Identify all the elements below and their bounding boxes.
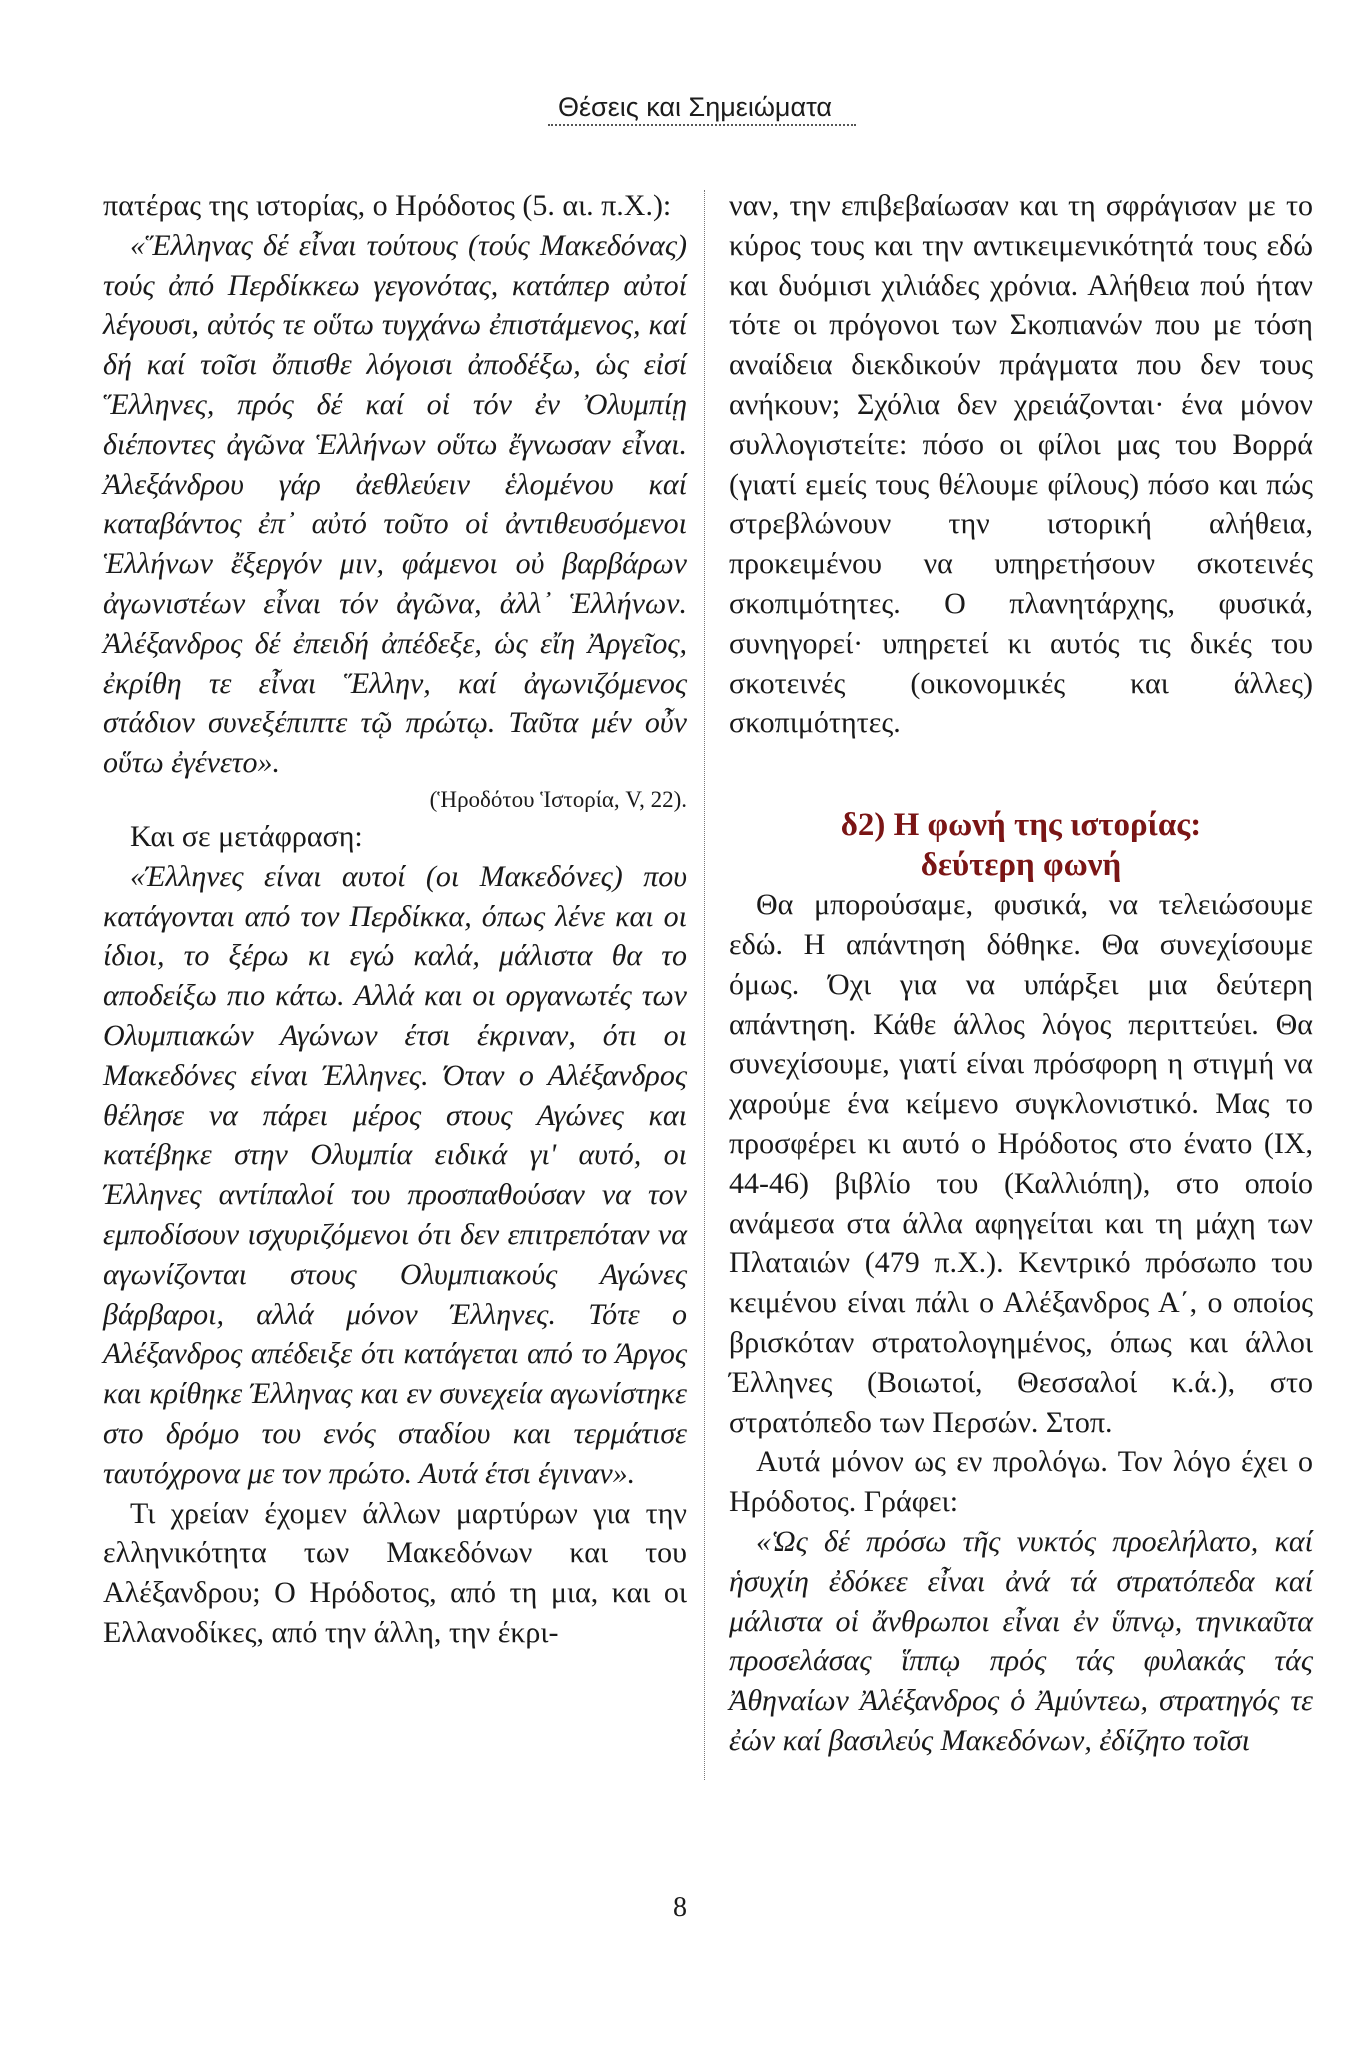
running-header: Θέσεις και Σημειώματα [558,92,832,122]
section-heading-line-2: δεύτερη φωνή [920,847,1122,884]
translation-intro: Και σε μετάφραση: [130,819,363,853]
column-divider [704,190,705,1780]
continuation-paragraph: ναν, την επιβεβαίωσαν και τη σφράγισαν με το κύρος τους και την αντικειμενικότητά τους εδώ και δυόμισι χιλιάδες χρόνια. Αλήθεια πού ήταν τότε οι πρόγονοι των Σκοπιανών που με τόση αναίδεια διεκδικούν πράγματα που δεν τους ανήκουν; Σχόλια δεν χρειάζονται· ένα μόνον συλλογιστείτε: πόσο οι φίλοι μας του Βορρά (γιατί εμείς τους θέλουμε φίλους) πόσο και πώς στρεβλώνουν την ιστορική αλήθεια, προκειμένου να υπηρετήσουν σκοτεινές σκοπιμότητες. Ο πλανητάρχης, φυσικά, συνηγορεί· υπηρετεί κι αυτός τις δικές του σκοτεινές (οικονομικές και άλλες) σκοπιμότητες. [729,189,1313,740]
herodotus-quote-1: «Ἕλληνας δέ εἶναι τούτους (τούς Μακεδόνας) τούς ἀπό Περδίκκεω γεγονότας, κατάπερ αὐτοί λέγουσι, αὐτός τε οὕτω τυγχάνω ἐπιστάμενος, καί δή καί τοῖσι ὄπισθε λόγοισι ἀποδέξω, ὡς εἰσί Ἕλληνες, πρός δέ καί οἱ τόν ἐν Ὀλυμπίῃ διέποντες ἀγῶνα Ἑλλήνων οὕτω ἔγνωσαν εἶναι. Ἀλεξάνδρου γάρ ἀεθλεύειν ἑλομένου καί καταβάντος ἐπ᾽ αὐτό τοῦτο οἱ ἀντιθευσόμενοι Ἑλλήνων ἔξεργόν μιν, φάμενοι οὐ βαρβάρων ἀγωνιστέων εἶναι τόν ἀγῶνα, ἀλλ᾽ Ἑλλήνων. Ἀλέξανδρος δέ ἐπειδή ἀπέδεξε, ὡς εἴη Ἀργεῖος, ἐκρίθη τε εἶναι Ἕλλην, καί ἀγωνιζόμενος στάδιον συνεξέπιπτε τῷ πρώτῳ. Ταῦτα μέν οὖν οὕτω ἐγένετο». [103,228,687,780]
section-heading-line-1: δ2) Η φωνή της ιστορίας: [840,807,1202,844]
herodotus-quote-2: «Ὡς δέ πρόσω τῆς νυκτός προελήλατο, καί ἡσυχίη ἐδόκεε εἶναι ἀνά τά στρατόπεδα καί μάλιστα οἱ ἄνθρωποι εἶναι ἐν ὕπνῳ, τηνικαῦτα προσελάσας ἵππῳ πρός τάς φυλακάς τάς Ἀθηναίων Ἀλέξανδρος ὁ Ἀμύντεω, στρατηγός τε ἐών καί βασιλεύς Μακεδόνων, ἐδίζητο τοῖσι [729,1524,1313,1757]
body-paragraph: Θα μπορούσαμε, φυσικά, να τελειώσουμε εδώ. Η απάντηση δόθηκε. Θα συνεχίσουμε όμως. Όχι για να υπάρξει μια δεύτερη απάντηση. Κάθε άλλος λόγος περιττεύει. Θα συνεχίσουμε, γιατί είναι πρόσφορη η στιγμή να χαρούμε ένα κείμενο συγκλονιστικό. Μας το προσφέρει κι αυτό ο Ηρόδοτος στο ένατο (IX, 44-46) βιβλίο του (Καλλιόπη), στο οποίο ανάμεσα στα άλλα αφηγείται και τη μάχη των Πλαταιών (479 π.Χ.). Κεντρικό πρόσωπο του κειμένου είναι πάλι ο Αλέξανδρος Α΄, ο οποίος βρισκόταν στρατολογημένος, όπως και άλλοι Έλληνες (Βοιωτοί, Θεσσαλοί κ.ά.), στο στρατόπεδο των Περσών. Στοπ. [729,888,1313,1439]
header-rule [548,124,856,126]
intro-paragraph: πατέρας της ιστορίας, ο Ηρόδοτος (5. αι. π.Χ.): [103,189,672,222]
right-column [729,186,1313,1761]
prologue-paragraph: Αυτά μόνον ως εν προλόγω. Τον λόγο έχει ο Ηρόδοτος. Γράφει: [729,1445,1313,1519]
closing-paragraph: Τι χρείαν έχομεν άλλων μαρτύρων για την ελληνικότητα των Μακεδόνων και του Αλέξανδρου; Ο Ηρόδοτος, από τη μια, και οι Ελλανοδίκες, από την άλλη, την έκρι- [103,1496,687,1649]
translation-paragraph: «Έλληνες είναι αυτοί (οι Μακεδόνες) που κατάγονται από τον Περδίκκα, όπως λένε και οι ίδιοι, το ξέρω κι εγώ καλά, μάλιστα θα το αποδείξω πιο κάτω. Αλλά και οι οργανωτές των Ολυμπιακών Αγώνων έτσι έκριναν, ότι οι Μακεδόνες είναι Έλληνες. Όταν ο Αλέξανδρος θέλησε να πάρει μέρος στους Αγώνες και κατέβηκε στην Ολυμπία ειδικά γι' αυτό, οι Έλληνες αντίπαλοί του προσπαθούσαν να τον εμποδίσουν ισχυριζόμενοι ότι δεν επιτρεπόταν να αγωνίζονται στους Ολυμπιακούς Αγώνες βάρβαροι, αλλά μόνον Έλληνες. Τότε ο Αλέξανδρος απέδειξε ότι κατάγεται από το Άργος και κρίθηκε Έλληνας και εν συνεχεία αγωνίστηκε στο δρόμο του ενός σταδίου και τερμάτισε ταυτόχρονα με τον πρώτο. Αυτά έτσι έγιναν». [103,859,687,1490]
left-column [103,186,687,1653]
quote-source: (Ἡροδότου Ἱστορία, V, 22). [429,786,687,812]
page-number: 8 [673,1892,687,1923]
section-heading [729,805,1313,885]
